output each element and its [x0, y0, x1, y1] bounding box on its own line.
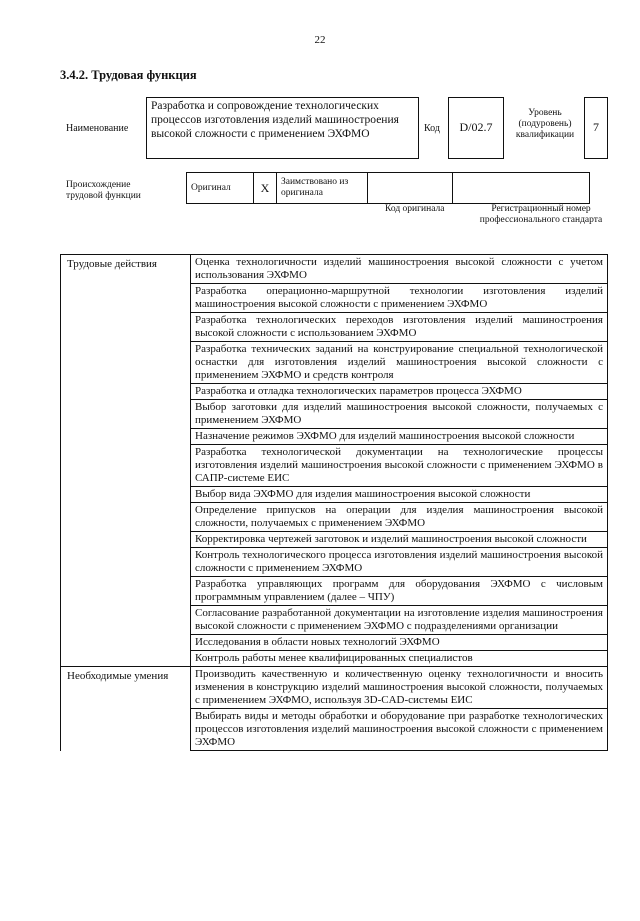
category-cell-empty — [61, 400, 191, 429]
table-cell-item: Контроль работы менее квалифицированных специалистов — [191, 651, 608, 667]
table-row — [61, 503, 608, 532]
table-row — [61, 400, 608, 429]
category-cell-empty — [61, 503, 191, 532]
code-original-label: Код оригинала — [385, 204, 445, 214]
origin-reg-cell — [453, 173, 590, 204]
category-cell-empty — [61, 532, 191, 548]
table-cell-item: Разработка технических заданий на конструирование специальной технологической оснастки для изготовления изделий машиностроения высокой сложности с применением ЭХФМО и средств контроля — [191, 342, 608, 384]
table-cell-item: Выбирать виды и методы обработки и оборудование при разработке технологических процессов изготовления изделий машиностроения высокой сложности с применением ЭХФМО — [191, 709, 608, 751]
table-cell-item: Согласование разработанной документации на изготовление изделия машиностроения высокой сложности с применением ЭХФМО с подразделениями организации — [191, 606, 608, 635]
table-row — [61, 487, 608, 503]
category-label: Трудовые действия — [61, 255, 191, 284]
origin-code-cell — [368, 173, 453, 204]
table-cell-item: Выбор вида ЭХФМО для изделия машиностроения высокой сложности — [191, 487, 608, 503]
table-row — [61, 384, 608, 400]
table-cell-item: Корректировка чертежей заготовок и изделий машиностроения высокой сложности — [191, 532, 608, 548]
table-row — [61, 651, 608, 667]
category-cell-empty — [61, 313, 191, 342]
table-row — [61, 429, 608, 445]
function-name-box: Разработка и сопровождение технологических процессов изготовления изделий машиностроения высокой сложности с применением ЭХФМО — [146, 97, 419, 159]
table-row — [61, 548, 608, 577]
category-cell-empty — [61, 709, 191, 751]
table-row — [61, 577, 608, 606]
table-row — [61, 284, 608, 313]
origin-borrowed-label: Заимствовано из оригинала — [277, 173, 368, 204]
category-cell-empty — [61, 487, 191, 503]
origin-original-mark: X — [254, 173, 277, 204]
category-cell-empty — [61, 384, 191, 400]
category-cell-empty — [61, 548, 191, 577]
level-label: Уровень (подуровень) квалификации — [515, 108, 575, 140]
category-cell-empty — [61, 342, 191, 384]
table-row — [61, 667, 608, 709]
table-row — [61, 532, 608, 548]
level-value-box: 7 — [584, 97, 608, 159]
table-cell-item: Назначение режимов ЭХФМО для изделий машиностроения высокой сложности — [191, 429, 608, 445]
table-cell-item: Разработка технологических переходов изготовления изделий машиностроения высокой сложности с использованием ЭХФМО — [191, 313, 608, 342]
category-cell-empty — [61, 651, 191, 667]
table-row — [61, 635, 608, 651]
category-label: Необходимые умения — [61, 667, 191, 709]
table-cell-item: Разработка операционно-маршрутной технологии изготовления изделий машиностроения высокой сложности с применением ЭХФМО — [191, 284, 608, 313]
reg-number-label: Регистрационный номер профессионального стандарта — [479, 204, 603, 225]
table-cell-item: Разработка и отладка технологических параметров процесса ЭХФМО — [191, 384, 608, 400]
table-row — [61, 342, 608, 384]
table-row — [61, 255, 608, 284]
code-value-box: D/02.7 — [448, 97, 504, 159]
table-row — [61, 606, 608, 635]
category-cell-empty — [61, 429, 191, 445]
category-cell-empty — [61, 577, 191, 606]
table-cell-item: Определение припусков на операции для изделия машиностроения высокой сложности, получаемых с применением ЭХФМО — [191, 503, 608, 532]
section-title: 3.4.2. Трудовая функция — [60, 68, 197, 82]
table-cell-item: Разработка технологической документации на технологические процессы изготовления изделий машиностроения высокой сложности с применением ЭХФМО в САПР-системе ЕИС — [191, 445, 608, 487]
category-cell-empty — [61, 606, 191, 635]
page-number: 22 — [314, 34, 326, 46]
category-cell-empty — [61, 445, 191, 487]
table-row — [61, 709, 608, 751]
name-label: Наименование — [66, 123, 129, 134]
table-row — [61, 313, 608, 342]
category-cell-empty — [61, 284, 191, 313]
table-row — [61, 445, 608, 487]
origin-label: Происхождение трудовой функции — [66, 180, 141, 201]
table-cell-item: Разработка управляющих программ для оборудования ЭХФМО с числовым программным управлением (далее – ЧПУ) — [191, 577, 608, 606]
table-cell-item: Исследования в области новых технологий ЭХФМО — [191, 635, 608, 651]
labor-function-table — [60, 254, 608, 751]
origin-table — [186, 172, 590, 204]
table-cell-item: Контроль технологического процесса изготовления изделий машиностроения высокой сложности с применением ЭХФМО — [191, 548, 608, 577]
code-label: Код — [424, 123, 440, 134]
table-cell-item: Производить качественную и количественную оценку технологичности и вносить изменения в конструкцию изделий машиностроения высокой сложности, получаемых с применением ЭХФМО, используя 3D-CAD-системы ЕИС — [191, 667, 608, 709]
category-cell-empty — [61, 635, 191, 651]
table-cell-item: Оценка технологичности изделий машиностроения высокой сложности с учетом использования ЭХФМО — [191, 255, 608, 284]
origin-original-label: Оригинал — [187, 173, 254, 204]
table-cell-item: Выбор заготовки для изделий машиностроения высокой сложности, получаемых с применением ЭХФМО — [191, 400, 608, 429]
